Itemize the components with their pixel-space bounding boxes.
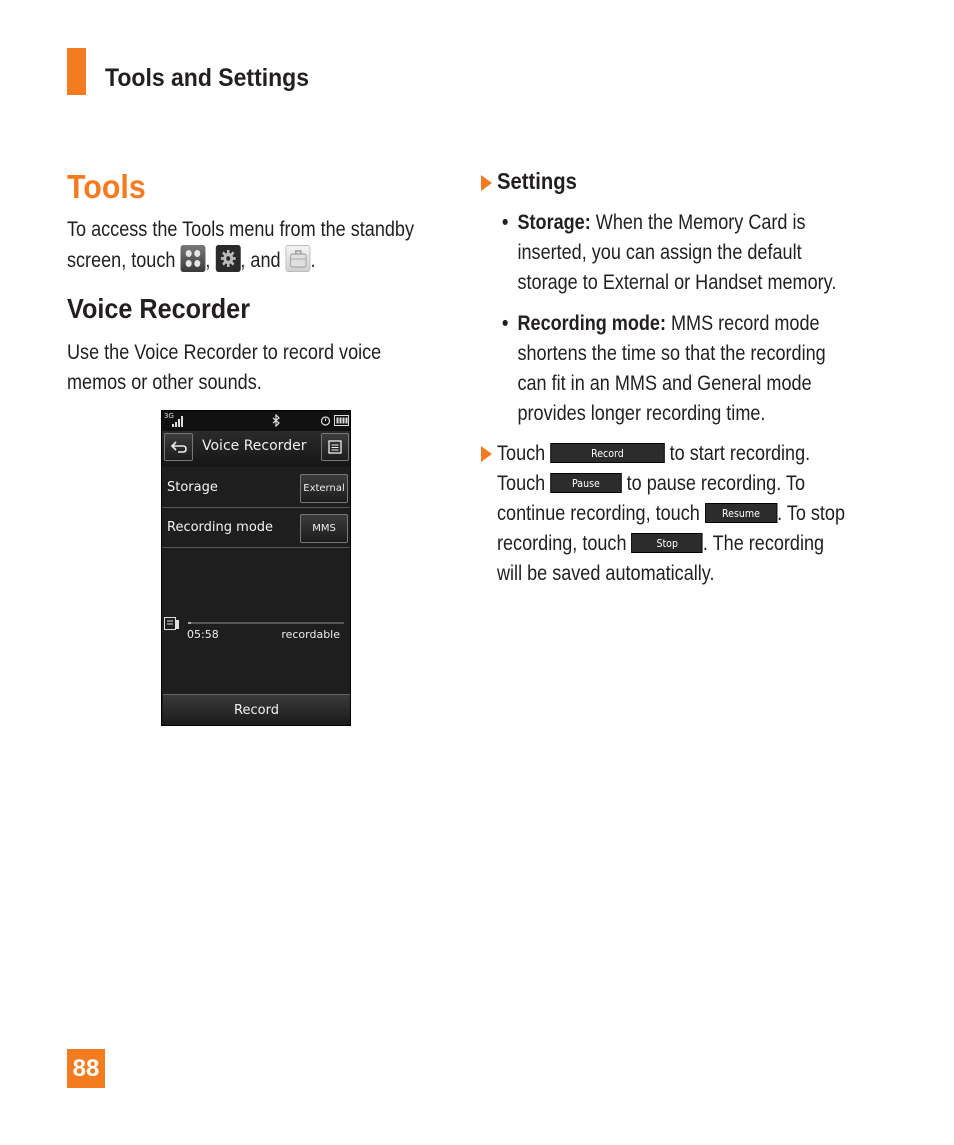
recording-progress-fill	[188, 622, 191, 624]
status-bar	[162, 411, 351, 431]
stop-chip: Stop	[632, 533, 703, 553]
instructions-arrow-icon	[481, 446, 492, 462]
battery-icon	[334, 415, 350, 426]
voice-recorder-description: Use the Voice Recorder to record voice memos or other sounds.	[67, 341, 382, 394]
options-list-icon	[328, 440, 342, 454]
settings-heading: Settings	[497, 168, 577, 194]
settings-gear-icon	[215, 245, 240, 272]
bluetooth-icon	[272, 414, 280, 427]
recording-mode-mms-button[interactable]: MMS	[300, 514, 348, 543]
recording-mode-bullet: • Recording mode: MMS record mode shortens the time so that the recording can fit in an MMS and General mode provides longer recording time.	[502, 312, 826, 425]
remaining-time: 05:58	[187, 628, 219, 641]
tools-heading: Tools	[67, 168, 146, 205]
recording-instructions: Touch Record to start recording. Touch Pause to pause recording. To continue recording, touch Resume . To stop recording, touch Stop . The recording will be saved automatically.	[497, 442, 846, 585]
phone-screenshot	[161, 410, 351, 726]
section-title: Tools and Settings	[105, 64, 310, 92]
recording-mode-label: Recording mode	[167, 520, 274, 535]
section-accent-bar	[67, 48, 86, 95]
page-number: 88	[67, 1049, 105, 1088]
voice-recorder-heading: Voice Recorder	[67, 293, 251, 324]
tools-briefcase-icon	[286, 245, 311, 272]
tools-access-line1: To access the Tools menu from the standby	[67, 218, 415, 241]
recording-mode-row	[162, 508, 351, 548]
alarm-icon	[320, 415, 331, 426]
recording-progress-bar	[188, 622, 344, 624]
network-3g-label: 3G	[164, 412, 174, 420]
options-menu-button[interactable]	[321, 433, 349, 461]
phone-record-button[interactable]: Record	[163, 694, 350, 726]
recordable-status: recordable	[281, 628, 340, 641]
resume-chip: Resume	[705, 503, 777, 523]
settings-arrow-icon	[481, 175, 492, 191]
storage-bullet: • Storage: When the Memory Card is inserted, you can assign the default storage to External or Handset memory.	[502, 211, 837, 294]
back-arrow-icon	[170, 440, 188, 454]
recording-mode-term: Recording mode:	[517, 312, 666, 335]
storage-label: Storage	[167, 480, 218, 495]
phone-screen-title: Voice Recorder	[202, 438, 307, 454]
back-button[interactable]	[164, 433, 193, 461]
record-chip: Record	[550, 443, 664, 463]
menu-grid-icon	[180, 245, 205, 272]
pause-chip: Pause	[550, 473, 621, 493]
tools-access-line2: screen, touch , , and .	[67, 245, 414, 276]
memo-file-icon	[164, 617, 180, 630]
storage-row	[162, 468, 351, 508]
storage-external-button[interactable]: External	[300, 474, 348, 503]
tools-access-text	[67, 215, 414, 276]
storage-term: Storage:	[517, 211, 591, 234]
signal-strength-icon	[172, 416, 184, 427]
